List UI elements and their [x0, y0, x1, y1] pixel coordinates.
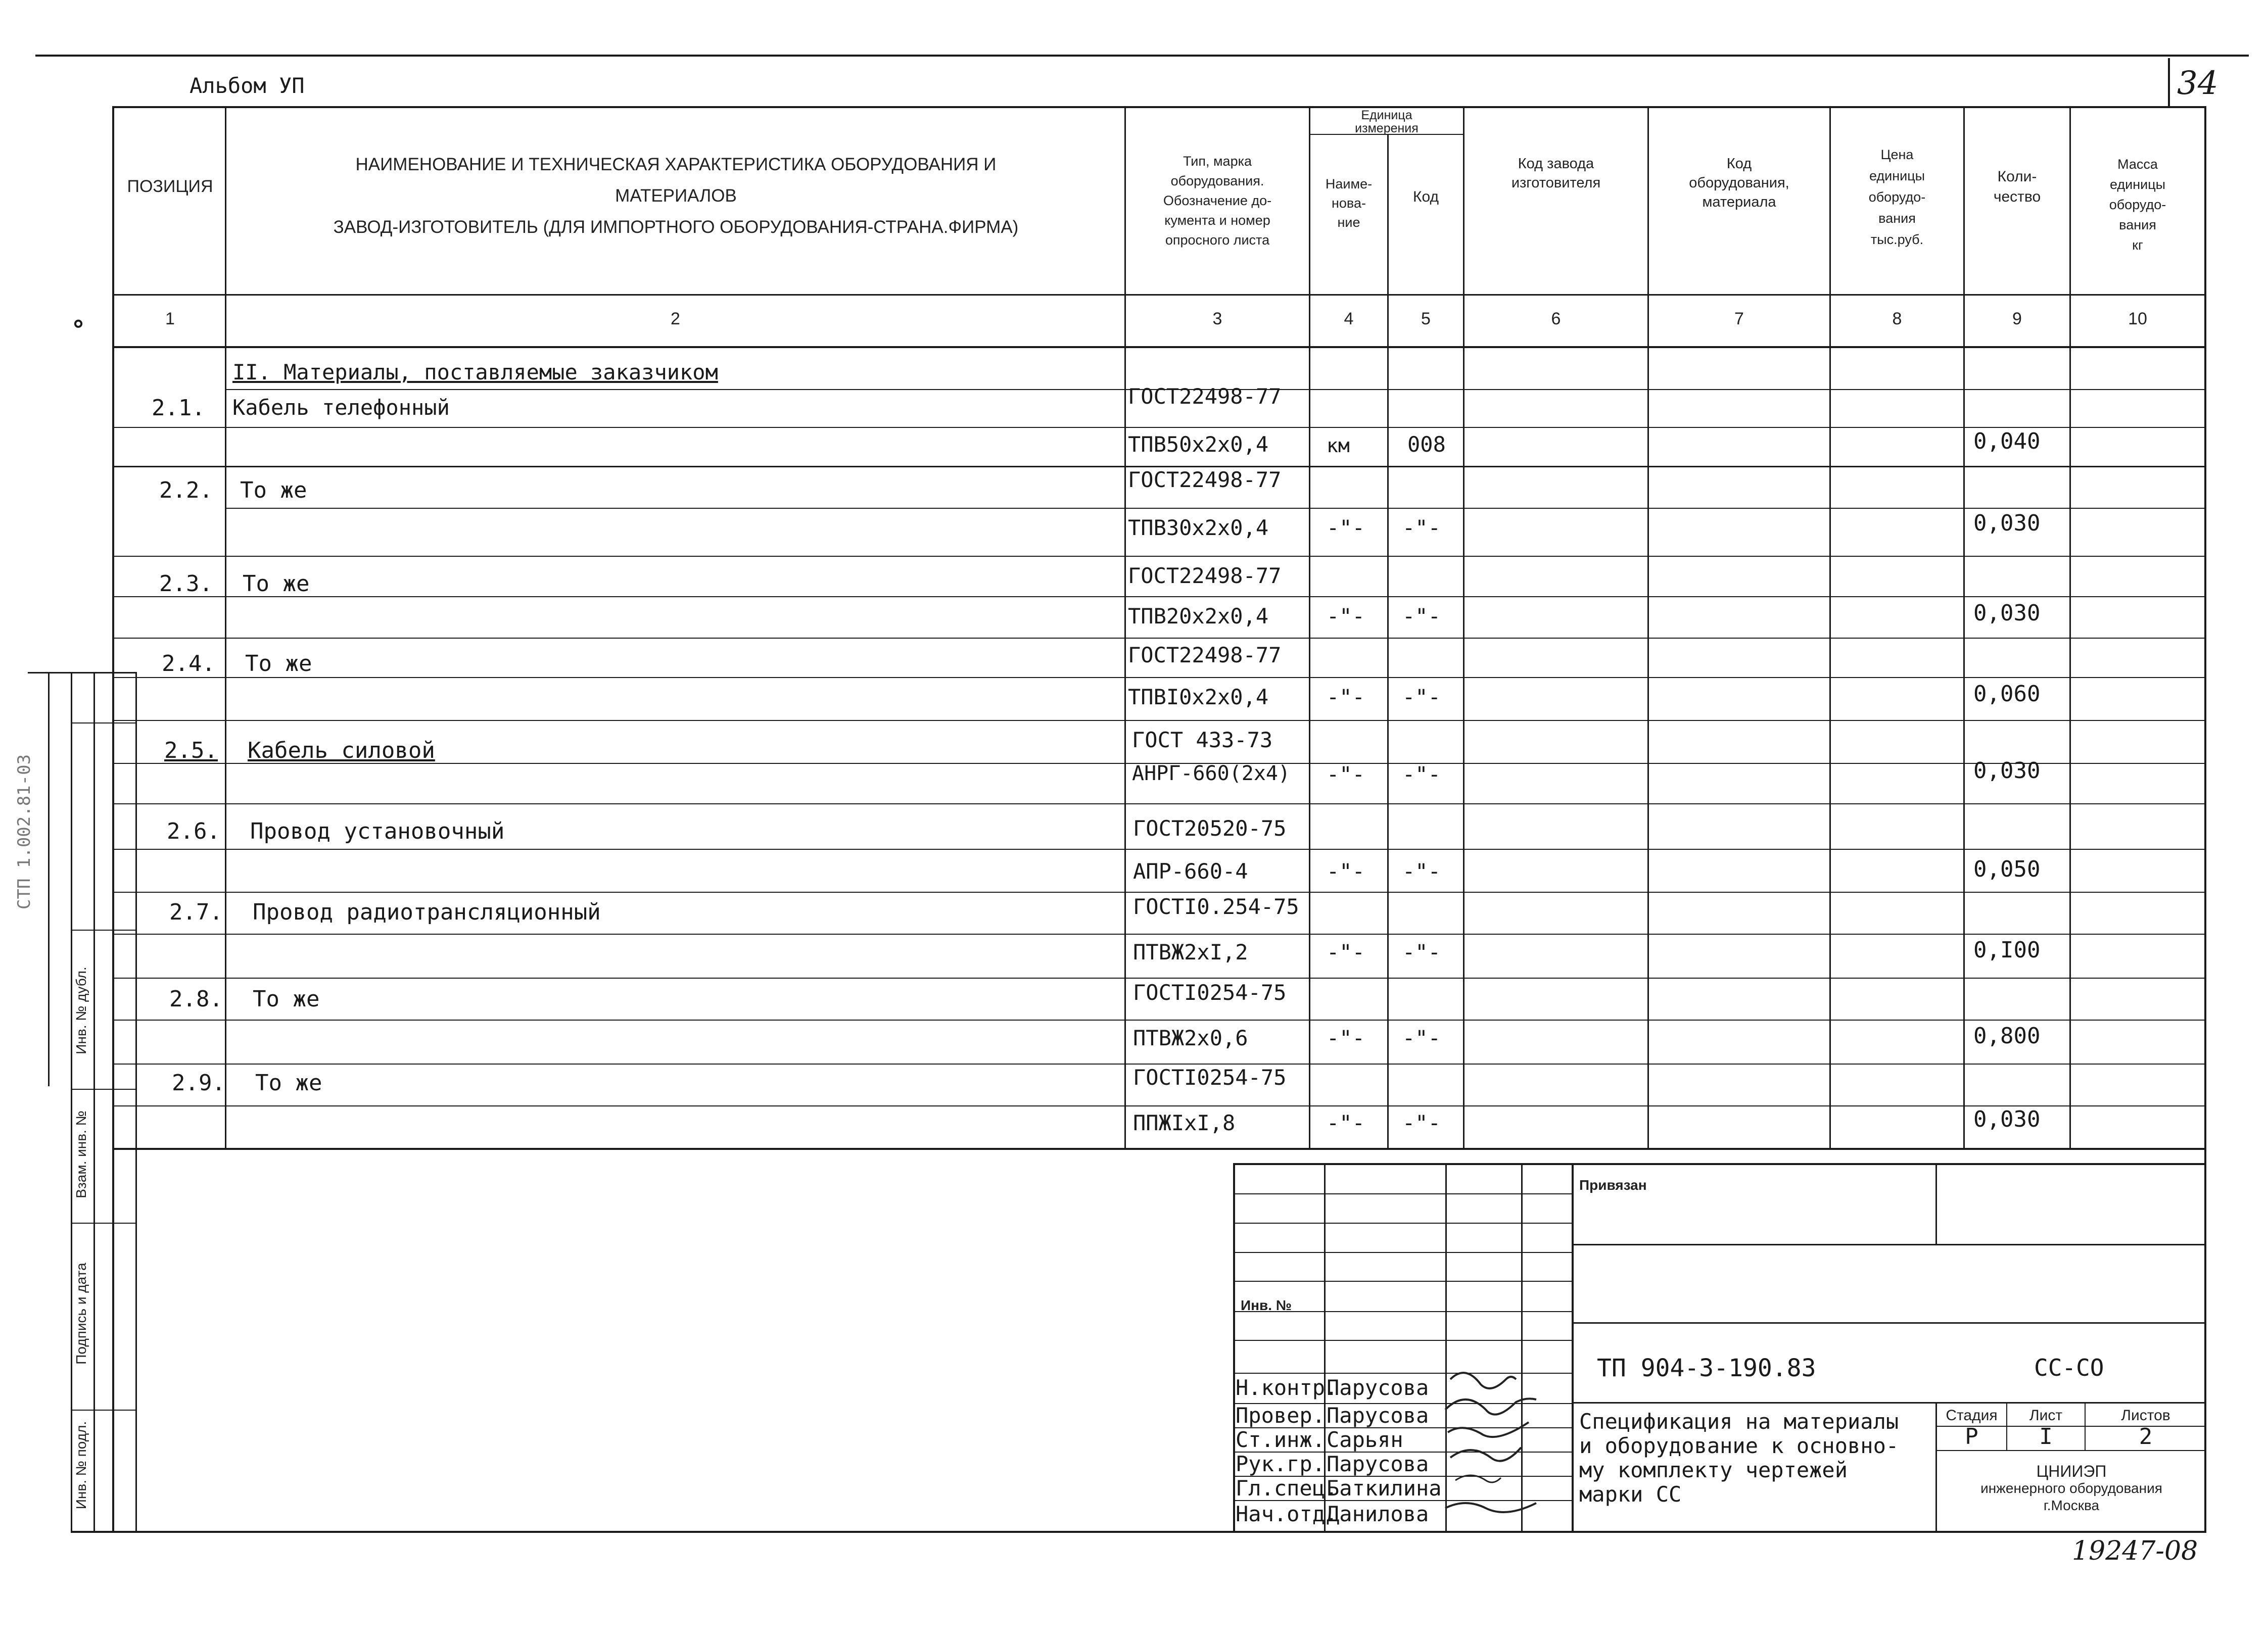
- tb-role-5: Гл.спец.: [1236, 1476, 1338, 1501]
- row-2-3-type: ТПВ20х2х0,4: [1128, 604, 1269, 629]
- header-unit-group-l1: Единица: [1361, 108, 1412, 122]
- row-2-4-code: -"-: [1402, 685, 1441, 709]
- row-2-9-gost: ГОСТI0254-75: [1133, 1065, 1287, 1090]
- header-type-l1: Тип, марка: [1183, 154, 1252, 169]
- header-name-line2: МАТЕРИАЛОВ: [615, 186, 737, 206]
- header-unit-name: [1310, 174, 1387, 232]
- row-line-14: [114, 934, 2206, 935]
- tb-row-6: [1233, 1340, 1572, 1341]
- header-name-line1: НАИМЕНОВАНИЕ И ТЕХНИЧЕСКАЯ ХАРАКТЕРИСТИКА ОБОРУДОВАНИЯ И: [355, 155, 997, 174]
- row-2-5-unit: -"-: [1327, 762, 1365, 787]
- row-2-3-position: 2.3.: [159, 571, 213, 597]
- sheet-number-box-left: [2168, 58, 2170, 106]
- side-stamp-line-3: [71, 1089, 136, 1090]
- header-mass: [2071, 154, 2204, 255]
- row-2-1-type: ТПВ50х2х0,4: [1128, 432, 1269, 457]
- row-2-3-code: -"-: [1402, 604, 1441, 629]
- tb-row-1: [1233, 1193, 1572, 1194]
- header-equipment-code-l1: Код: [1726, 156, 1752, 172]
- row-2-1-gost: ГОСТ22498-77: [1128, 384, 1282, 409]
- side-label-inv-dubl: Инв. № дубл.: [73, 967, 89, 1054]
- tb-description-l2: и оборудование к основно-: [1579, 1433, 1899, 1458]
- tb-row-4: [1233, 1281, 1572, 1282]
- header-type-l5: опросного листа: [1165, 232, 1270, 248]
- colnum-3: 3: [1212, 309, 1222, 328]
- row-2-3-name: То же: [243, 571, 310, 597]
- row-2-8-name: То же: [253, 986, 320, 1012]
- side-stamp-fragment: СТП 1.002.81-03: [14, 754, 34, 909]
- header-mass-l5: кг: [2132, 237, 2143, 253]
- row-2-5-gost: ГОСТ 433-73: [1132, 728, 1273, 752]
- tb-inv-no: Инв. №: [1241, 1297, 1292, 1313]
- side-label-inv-podl: Инв. № подл.: [73, 1421, 89, 1510]
- header-quantity-l2: чество: [1993, 188, 2041, 205]
- header-price-l5: тыс.руб.: [1870, 232, 1924, 247]
- row-2-6-unit: -"-: [1327, 859, 1365, 884]
- row-2-8-position: 2.8.: [169, 986, 223, 1012]
- col-divider-4: [1387, 134, 1389, 1149]
- row-2-8-type: ПТВЖ2х0,6: [1133, 1026, 1248, 1050]
- tb-name-6: Данилова: [1327, 1502, 1429, 1526]
- header-type-l2: оборудования.: [1170, 173, 1264, 188]
- colnum-1: 1: [165, 309, 175, 328]
- row-2-4-type: ТПВI0х2х0,4: [1128, 685, 1269, 709]
- album-title: Альбом УП: [190, 73, 305, 98]
- header-price-l1: Цена: [1880, 147, 1914, 162]
- colnum-10: 10: [2128, 309, 2147, 328]
- row-2-4-position: 2.4.: [162, 651, 215, 677]
- tb-top: [1233, 1163, 2206, 1165]
- sheet-number: 34: [2177, 65, 2218, 102]
- colnum-7: 7: [1734, 309, 1744, 328]
- tb-name-4: Парусова: [1327, 1452, 1429, 1476]
- side-stamp-line-1: [71, 722, 136, 723]
- col-divider-6: [1647, 106, 1649, 1149]
- header-quantity-l1: Коли-: [1997, 168, 2037, 185]
- header-unit-name-l2: нова-: [1332, 196, 1366, 211]
- header-equipment-code-l2: оборудования,: [1689, 175, 1789, 191]
- row-2-6-position: 2.6.: [167, 818, 220, 844]
- row-2-4-gost: ГОСТ22498-77: [1128, 643, 1282, 667]
- header-unit-name-l3: ние: [1337, 215, 1360, 230]
- tb-role-4: Рук.гр.: [1236, 1452, 1326, 1476]
- col-divider-1: [225, 106, 226, 1149]
- row-2-8-unit: -"-: [1327, 1026, 1365, 1050]
- tb-name-2: Парусова: [1327, 1403, 1429, 1428]
- row-2-2-type: ТПВ30х2х0,4: [1128, 515, 1269, 540]
- row-line-6: [114, 596, 2206, 597]
- col-divider-2: [1124, 106, 1126, 1149]
- row-2-1-code: 008: [1407, 432, 1446, 457]
- row-line-2: [114, 427, 2206, 428]
- frame-right: [2204, 106, 2206, 1531]
- row-2-9-unit: -"-: [1327, 1111, 1365, 1135]
- tb-doc-code: ТП 904-3-190.83: [1597, 1354, 1816, 1382]
- row-2-6-qty: 0,050: [1973, 856, 2041, 882]
- header-position: ПОЗИЦИЯ: [127, 177, 213, 196]
- tb-role-1: Н.контр.: [1236, 1375, 1338, 1400]
- row-line-16: [114, 1020, 2206, 1021]
- row-2-5-position: 2.5.: [164, 738, 218, 763]
- row-2-8-qty: 0,800: [1973, 1023, 2041, 1049]
- row-line-12: [114, 849, 2206, 850]
- tb-role-2: Провер.: [1236, 1403, 1326, 1428]
- tb-row-2: [1233, 1223, 1572, 1224]
- header-price-l2: единицы: [1869, 168, 1925, 183]
- row-2-1-qty: 0,040: [1973, 428, 2041, 454]
- row-line-15: [114, 978, 2206, 979]
- tb-sheet-label: Лист: [2029, 1407, 2063, 1424]
- row-2-7-type: ПТВЖ2хI,2: [1133, 940, 1248, 964]
- tb-role-3: Ст.инж.: [1236, 1427, 1326, 1452]
- footer-number: 19247-08: [2072, 1536, 2198, 1566]
- tb-description-l1: Спецификация на материалы: [1579, 1409, 1899, 1434]
- tb-name-1: Парусова: [1327, 1375, 1429, 1400]
- tb-vline-privyazan: [1935, 1163, 1937, 1244]
- row-2-9-type: ППЖIхI,8: [1133, 1111, 1236, 1135]
- header-price-l3: оборудо-: [1868, 189, 1926, 205]
- row-2-4-unit: -"-: [1327, 685, 1365, 709]
- tb-privyazan: Привязан: [1579, 1177, 1647, 1193]
- tb-mark: СС-СО: [2034, 1354, 2104, 1381]
- tb-stage-label: Стадия: [1946, 1407, 1998, 1424]
- row-2-3-qty: 0,030: [1973, 600, 2041, 626]
- row-2-7-code: -"-: [1402, 940, 1441, 964]
- tb-org-l2: инженерного оборудования: [1980, 1480, 2162, 1496]
- row-2-5-type: АНРГ-660(2х4): [1132, 762, 1291, 785]
- side-label-podpis: Подпись и дата: [73, 1263, 89, 1365]
- side-label-vzam: Взам. инв. №: [73, 1111, 89, 1198]
- row-2-1-position: 2.1.: [152, 395, 205, 421]
- signatures-drawing: [1440, 1359, 1577, 1531]
- row-2-9-qty: 0,030: [1973, 1106, 2041, 1132]
- header-equipment-code: [1649, 154, 1829, 212]
- table-top-border: [114, 106, 2206, 108]
- row-line-9: [114, 720, 2206, 721]
- colnum-8: 8: [1892, 309, 1902, 328]
- row-2-8-gost: ГОСТI0254-75: [1133, 980, 1287, 1005]
- header-type-l4: кумента и номер: [1164, 213, 1270, 228]
- row-2-6-code: -"-: [1402, 859, 1441, 884]
- row-line-5: [114, 556, 2206, 557]
- tb-description-l3: му комплекту чертежей: [1579, 1458, 1848, 1482]
- row-2-2-unit: -"-: [1327, 515, 1365, 540]
- tb-org-l3: г.Москва: [2043, 1498, 2100, 1513]
- side-stamp-top: [28, 672, 136, 673]
- row-line-4: [226, 508, 2206, 509]
- side-stamp-vline-2: [71, 672, 72, 1531]
- col-divider-3: [1309, 106, 1310, 1149]
- colnum-2: 2: [671, 309, 680, 328]
- row-2-2-gost: ГОСТ22498-77: [1128, 467, 1282, 492]
- row-2-5-code: -"-: [1402, 762, 1441, 787]
- header-type-l3: Обозначение до-: [1163, 193, 1272, 208]
- header-name: [227, 149, 1124, 243]
- tb-right-line-3: [1572, 1402, 2206, 1404]
- row-2-3-unit: -"-: [1327, 604, 1365, 629]
- header-unit-group-l2: измерения: [1355, 121, 1419, 135]
- colnum-5: 5: [1421, 309, 1431, 328]
- header-unit-name-l1: Наиме-: [1325, 176, 1373, 191]
- colnum-6: 6: [1551, 309, 1561, 328]
- numbers-bottom-line: [114, 346, 2206, 348]
- stray-mark: ∘: [71, 309, 86, 339]
- tb-right-line-1: [1572, 1244, 2206, 1245]
- header-equipment-code-l3: материала: [1702, 194, 1776, 210]
- row-2-3-gost: ГОСТ22498-77: [1128, 563, 1282, 588]
- side-stamp-line-2: [71, 930, 136, 931]
- row-2-1-unit: км: [1327, 435, 1350, 457]
- col-divider-5: [1463, 106, 1464, 1149]
- tb-role-6: Нач.отд.: [1236, 1502, 1338, 1526]
- row-2-9-position: 2.9.: [172, 1070, 225, 1096]
- table-bottom-border: [114, 1148, 2206, 1150]
- frame-bottom: [71, 1531, 2206, 1533]
- header-mass-l3: оборудо-: [2109, 197, 2166, 212]
- header-mass-l1: Масса: [2117, 157, 2158, 172]
- header-bottom-line: [114, 294, 2206, 296]
- row-2-8-code: -"-: [1402, 1026, 1441, 1050]
- row-2-5-name: Кабель силовой: [248, 738, 435, 763]
- header-name-line3: ЗАВОД-ИЗГОТОВИТЕЛЬ (ДЛЯ ИМПОРТНОГО ОБОРУДОВАНИЯ-СТРАНА.ФИРМА): [333, 217, 1019, 237]
- section-title: II. Материалы, поставляемые заказчиком: [232, 360, 718, 384]
- row-2-6-name: Провод установочный: [250, 818, 505, 844]
- row-2-2-qty: 0,030: [1973, 510, 2041, 536]
- row-2-4-qty: 0,060: [1973, 681, 2041, 707]
- tb-stage: Р: [1965, 1424, 1978, 1450]
- tb-sheets-label: Листов: [2121, 1407, 2170, 1424]
- header-plant-code: [1464, 154, 1647, 192]
- tb-name-5: Баткилина: [1327, 1476, 1442, 1501]
- header-unit-group: [1310, 109, 1463, 135]
- top-rule: [35, 55, 2249, 57]
- tb-right-line-2: [1572, 1322, 2206, 1324]
- header-unit-code: Код: [1412, 188, 1439, 205]
- row-line-8: [114, 677, 2206, 678]
- row-line-11: [114, 803, 2206, 804]
- row-line-13: [114, 892, 2206, 893]
- tb-description-l4: марки СС: [1579, 1482, 1682, 1507]
- header-mass-l4: вания: [2119, 217, 2156, 232]
- tb-name-3: Сарьян: [1327, 1427, 1403, 1452]
- header-plant-code-l1: Код завода: [1518, 156, 1594, 172]
- header-price: [1831, 144, 1963, 250]
- col-divider-7: [1829, 106, 1831, 1149]
- tb-sheet: I: [2039, 1424, 2053, 1450]
- row-2-6-gost: ГОСТ20520-75: [1133, 816, 1287, 841]
- row-line-7: [114, 638, 2206, 639]
- row-2-7-gost: ГОСТI0.254-75: [1133, 894, 1299, 919]
- row-line-18: [114, 1105, 2206, 1106]
- frame-left: [112, 106, 114, 1531]
- row-2-7-unit: -"-: [1327, 940, 1365, 964]
- tb-stage-line-2: [1935, 1450, 2206, 1451]
- tb-row-3: [1233, 1252, 1572, 1253]
- row-2-9-name: То же: [255, 1070, 322, 1096]
- row-2-7-position: 2.7.: [169, 899, 223, 925]
- row-2-5-qty: 0,030: [1973, 758, 2041, 784]
- side-stamp-vline-4: [135, 672, 137, 1531]
- side-stamp-vline-3: [93, 672, 95, 1531]
- header-quantity: [1965, 167, 2069, 207]
- row-2-7-name: Провод радиотрансляционный: [253, 899, 601, 925]
- row-2-4-name: То же: [245, 651, 312, 677]
- row-2-1-name: Кабель телефонный: [232, 395, 450, 420]
- tb-sheets: 2: [2139, 1424, 2153, 1450]
- row-2-9-code: -"-: [1402, 1111, 1441, 1135]
- tb-org-l1: ЦНИИЭП: [2036, 1462, 2107, 1480]
- col-divider-9: [2069, 106, 2071, 1149]
- col-divider-8: [1963, 106, 1965, 1149]
- colnum-9: 9: [2012, 309, 2022, 328]
- header-type: [1126, 152, 1309, 250]
- row-2-7-qty: 0,I00: [1973, 937, 2041, 963]
- row-2-2-name: То же: [240, 477, 307, 503]
- tb-description: [1579, 1410, 1899, 1507]
- header-plant-code-l2: изготовителя: [1511, 175, 1601, 191]
- side-stamp-vline-1: [48, 672, 50, 1086]
- row-2-2-position: 2.2.: [159, 477, 213, 503]
- colnum-4: 4: [1344, 309, 1354, 328]
- row-2-6-type: АПР-660-4: [1133, 859, 1248, 884]
- row-line-17: [114, 1064, 2206, 1065]
- header-price-l4: вания: [1878, 211, 1916, 226]
- header-mass-l2: единицы: [2109, 177, 2166, 192]
- tb-org: [1937, 1463, 2206, 1514]
- row-2-2-code: -"-: [1402, 515, 1441, 540]
